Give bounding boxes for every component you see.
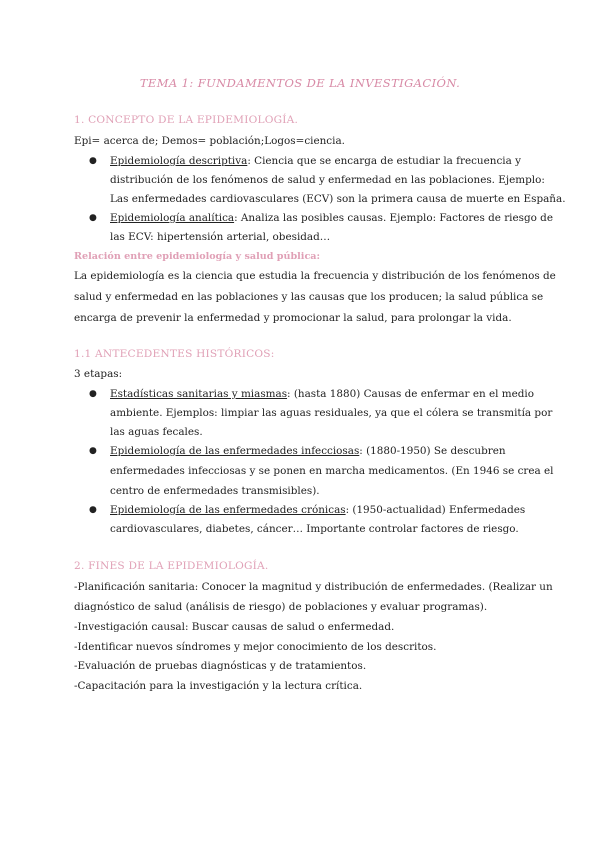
paragraph-line: salud y enfermedad en las poblaciones y las causas que los producen; la salud pública se — [74, 291, 544, 303]
list-item-text: centro de enfermedades transmisibles). — [110, 485, 320, 497]
list-item-text: Las enfermedades cardiovasculares (ECV) son la primera causa de muerte en España. — [110, 193, 566, 205]
list-item-text: : (1950-actualidad) Enfermedades — [345, 504, 526, 516]
bullet-icon: ● — [89, 389, 97, 399]
section-1-heading: 1. CONCEPTO DE LA EPIDEMIOLOGÍA. — [74, 114, 299, 126]
paragraph-line: diagnóstico de salud (análisis de riesgo) de poblaciones y evaluar programas). — [74, 601, 488, 613]
paragraph-line: -Evaluación de pruebas diagnósticas y de tratamientos. — [74, 660, 367, 672]
list-item-text: enfermedades infecciosas y se ponen en marcha medicamentos. (En 1946 se crea el — [110, 465, 554, 477]
section-1-1-heading: 1.1 ANTECEDENTES HISTÓRICOS: — [74, 348, 275, 360]
term-descriptiva: Epidemiología descriptiva — [110, 155, 248, 167]
term-estadisticas: Estadísticas sanitarias y miasmas — [110, 388, 288, 400]
list-item-text: cardiovasculares, diabetes, cáncer… Importante controlar factores de riesgo. — [110, 523, 519, 535]
list-item-text: las aguas fecales. — [110, 426, 203, 438]
list-item-estadisticas — [110, 387, 534, 401]
paragraph-line: -Identificar nuevos síndromes y mejor conocimiento de los descritos. — [74, 641, 437, 653]
section-1-1-intro: 3 etapas: — [74, 368, 123, 380]
paragraph-line: -Investigación causal: Buscar causas de salud o enfermedad. — [74, 621, 395, 633]
term-analitica: Epidemiología analítica — [110, 212, 235, 224]
list-item-text: distribución de los fenómenos de salud y enfermedad en las poblaciones. Ejemplo: — [110, 174, 545, 186]
list-item-text: : Analiza las posibles causas. Ejemplo: Factores de riesgo de — [234, 212, 553, 224]
bullet-icon: ● — [89, 505, 97, 515]
section-2-heading: 2. FINES DE LA EPIDEMIOLOGÍA. — [74, 560, 269, 572]
bullet-icon: ● — [89, 213, 97, 223]
list-item-text: : Ciencia que se encarga de estudiar la frecuencia y — [247, 155, 521, 167]
section-1-intro: Epi= acerca de; Demos= población;Logos=ciencia. — [74, 135, 345, 147]
list-item-analitica — [110, 211, 553, 225]
relation-heading: Relación entre epidemiología y salud pública: — [74, 251, 321, 262]
paragraph-line: -Capacitación para la investigación y la lectura crítica. — [74, 680, 363, 692]
list-item-text: : (hasta 1880) Causas de enfermar en el medio — [287, 388, 534, 400]
list-item-text: ambiente. Ejemplos: limpiar las aguas residuales, ya que el cólera se transmitía por — [110, 407, 553, 419]
document-title: TEMA 1: FUNDAMENTOS DE LA INVESTIGACIÓN. — [139, 76, 461, 90]
paragraph-line: La epidemiología es la ciencia que estudia la frecuencia y distribución de los fenómenos de — [74, 270, 556, 282]
bullet-icon: ● — [89, 156, 97, 166]
list-item-infecciosas — [110, 444, 506, 458]
term-cronicas: Epidemiología de las enfermedades crónicas — [110, 504, 346, 516]
paragraph-line: -Planificación sanitaria: Conocer la magnitud y distribución de enfermedades. (Realizar un — [74, 581, 553, 593]
list-item-text: : (1880-1950) Se descubren — [359, 445, 506, 457]
paragraph-line: encarga de prevenir la enfermedad y promocionar la salud, para prolongar la vida. — [74, 312, 512, 324]
bullet-icon: ● — [89, 446, 97, 456]
term-infecciosas: Epidemiología de las enfermedades infecciosas — [110, 445, 360, 457]
list-item-descriptiva — [110, 154, 521, 168]
list-item-text: las ECV: hipertensión arterial, obesidad… — [110, 231, 331, 243]
list-item-cronicas — [110, 503, 525, 517]
